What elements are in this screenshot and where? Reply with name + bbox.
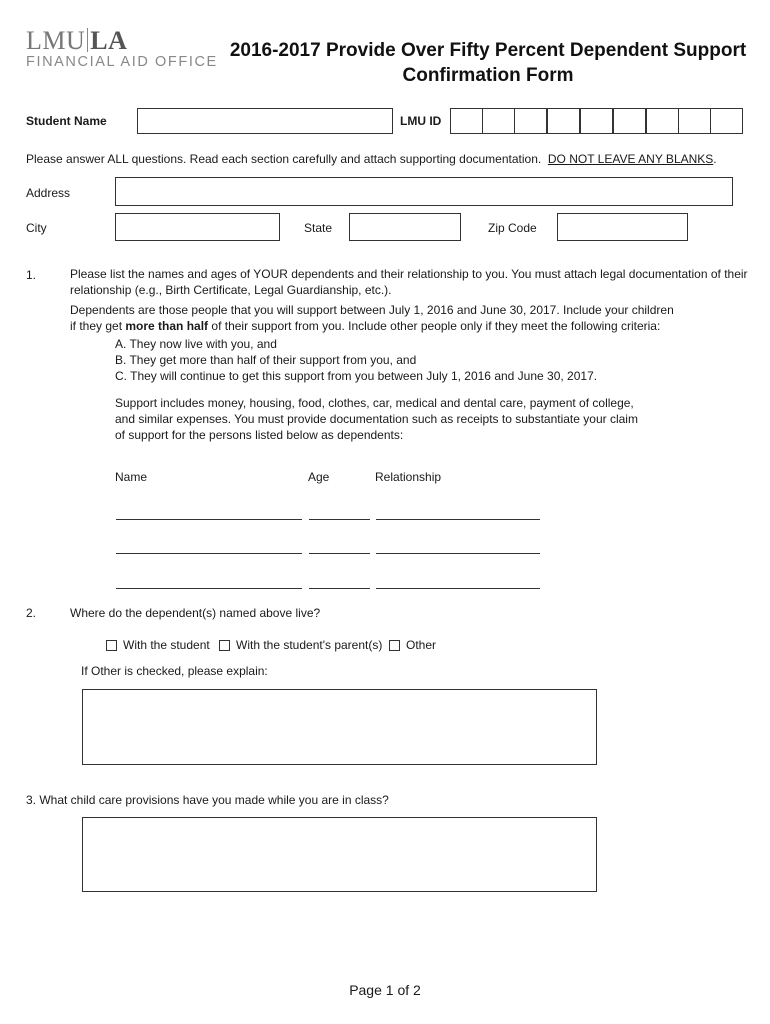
q2-number: 2. — [26, 606, 37, 620]
address-field[interactable] — [115, 177, 733, 206]
lmu-id-digit[interactable] — [580, 108, 613, 134]
lmu-id-digit[interactable] — [710, 108, 743, 134]
q1-number: 1. — [26, 268, 37, 282]
support-line3: of support for the persons listed below as dependents: — [115, 428, 404, 442]
state-field[interactable] — [349, 213, 461, 241]
form-title-line1: 2016-2017 Provide Over Fifty Percent Dependent Support — [229, 40, 747, 61]
lmu-id-digit[interactable] — [613, 108, 646, 134]
instructions — [26, 152, 717, 166]
option-with-student-checkbox[interactable] — [106, 640, 117, 651]
logo-lmu: LMU — [26, 26, 86, 55]
option-with-student-label: With the student — [123, 638, 210, 652]
q1-p2-text-a: if they get — [70, 319, 126, 333]
dependent-relationship-line[interactable] — [376, 588, 540, 589]
logo-la: LA — [90, 26, 128, 55]
instructions-period: . — [713, 152, 717, 166]
form-title-line2: Confirmation Form — [402, 65, 574, 86]
col-age-header: Age — [308, 470, 330, 484]
zip-field[interactable] — [557, 213, 688, 241]
option-other-checkbox[interactable] — [389, 640, 400, 651]
other-explain-label: If Other is checked, please explain: — [81, 664, 268, 678]
city-label: City — [26, 221, 47, 235]
q1-support-text — [115, 395, 735, 443]
zip-label: Zip Code — [488, 221, 537, 235]
dependent-relationship-line[interactable] — [376, 553, 540, 554]
q1-p2-line1: Dependents are those people that you will support between July 1, 2016 and June 30, 2017. Include your children — [70, 303, 674, 317]
q1-dependents-definition — [70, 302, 760, 334]
criteria-a: A. They now live with you, and — [115, 337, 277, 351]
q1-p2-line2 — [70, 318, 760, 334]
col-relationship-header: Relationship — [375, 470, 442, 484]
support-line2: and similar expenses. You must provide documentation such as receipts to substantiate your claim — [115, 412, 638, 426]
q1-p2-text-b: of their support from you. Include other people only if they meet the following criteria: — [208, 319, 661, 333]
city-field[interactable] — [115, 213, 280, 241]
q1-p2-bold: more than half — [125, 319, 209, 333]
dependent-name-line[interactable] — [116, 588, 302, 589]
lmu-id-digit[interactable] — [547, 108, 580, 134]
lmu-id-digit[interactable] — [678, 108, 711, 134]
address-label: Address — [26, 186, 71, 200]
student-name-field[interactable] — [137, 108, 393, 134]
form-title — [218, 38, 758, 88]
dependent-age-line[interactable] — [309, 553, 370, 554]
other-explain-textarea[interactable] — [82, 689, 597, 765]
lmu-id-label: LMU ID — [400, 114, 442, 128]
col-name-header: Name — [115, 470, 148, 484]
q3-question: 3. What child care provisions have you made while you are in class? — [26, 793, 389, 807]
dependent-name-line[interactable] — [116, 553, 302, 554]
dependent-relationship-line[interactable] — [376, 519, 540, 520]
lmu-id-digit[interactable] — [514, 108, 547, 134]
option-other-label: Other — [406, 638, 437, 652]
support-line1: Support includes money, housing, food, clothes, car, medical and dental care, payment of college, — [115, 396, 634, 410]
q1-question — [70, 266, 760, 298]
childcare-textarea[interactable] — [82, 817, 597, 892]
instructions-warning: DO NOT LEAVE ANY BLANKS — [547, 152, 714, 166]
state-label: State — [304, 221, 333, 235]
dependent-name-line[interactable] — [116, 519, 302, 520]
lmu-id-digit[interactable] — [450, 108, 483, 134]
student-name-label: Student Name — [26, 114, 107, 128]
lmu-la-logo — [26, 26, 127, 56]
criteria-c: C. They will continue to get this support from you between July 1, 2016 and June 30, 2017. — [115, 369, 598, 383]
q1-criteria — [115, 336, 735, 384]
q1-line2: relationship (e.g., Birth Certificate, Legal Guardianship, etc.). — [70, 283, 392, 297]
dependent-age-line[interactable] — [309, 588, 370, 589]
q1-line1: Please list the names and ages of YOUR dependents and their relationship to you. You must attach legal documentation of their — [70, 267, 748, 281]
option-with-parents-label: With the student's parent(s) — [236, 638, 383, 652]
logo-divider — [87, 28, 88, 52]
criteria-b: B. They get more than half of their support from you, and — [115, 353, 417, 367]
q2-question: Where do the dependent(s) named above live? — [70, 606, 321, 620]
page-number: Page 1 of 2 — [349, 982, 421, 998]
lmu-id-digit[interactable] — [482, 108, 515, 134]
option-with-parents-checkbox[interactable] — [219, 640, 230, 651]
logo-subtitle: FINANCIAL AID OFFICE — [26, 54, 218, 70]
lmu-id-digit[interactable] — [646, 108, 679, 134]
dependent-age-line[interactable] — [309, 519, 370, 520]
instructions-text: Please answer ALL questions. Read each section carefully and attach supporting documentation. — [26, 152, 542, 166]
